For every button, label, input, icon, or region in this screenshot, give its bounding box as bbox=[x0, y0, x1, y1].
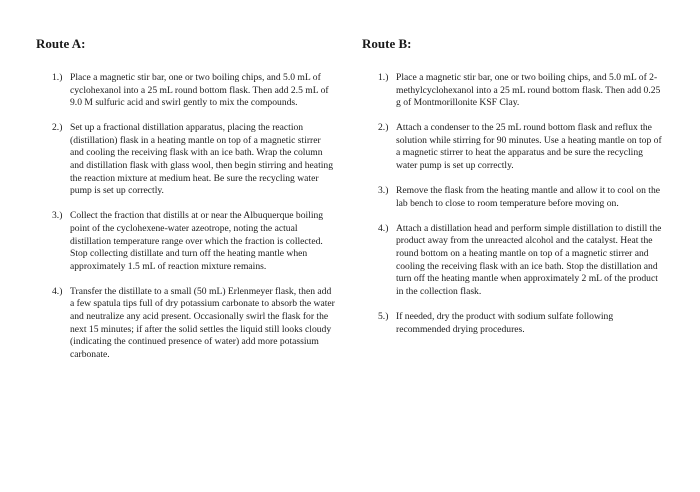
step-text: Transfer the distillate to a small (50 mL) Erlenmeyer flask, then add a few spatula tips full of dry potassium carbonate to absorb the water and neutralize any acid present. Occasionally swirl the flask for the next 15 minutes; if after the solid settles the liquid still looks cloudy (indicating the continued presence of water) add more potassium carbonate. bbox=[70, 285, 335, 360]
step-number: 1.) bbox=[378, 72, 389, 83]
route-a-step-1 bbox=[36, 72, 336, 110]
step-number: 5.) bbox=[378, 310, 389, 322]
route-b-column bbox=[362, 36, 662, 349]
step-text: Set up a fractional distillation apparatus, placing the reaction (distillation) flask in a heating mantle on top of a magnetic stirrer and cooling the receiving flask with an ice bath. Wrap the column and distillation flask with glass wool, then begin stirring and heating the reaction mixture at medium heat. Be sure the recycling water pump is set up correctly. bbox=[70, 122, 333, 197]
step-text: If needed, dry the product with sodium sulfate following recommended drying procedures. bbox=[396, 310, 614, 335]
route-a-title: Route A: bbox=[36, 36, 86, 51]
step-number: 3.) bbox=[52, 210, 63, 222]
step-text: Place a magnetic stir bar, one or two boiling chips, and 5.0 mL of 2-methylcyclohexanol into a 25 mL round bottom flask. Then add 0.25 g of Montmorillonite KSF Clay. bbox=[396, 72, 661, 109]
step-number: 2.) bbox=[52, 122, 63, 134]
route-a-step-3 bbox=[36, 210, 336, 273]
route-b-step-5 bbox=[362, 311, 662, 336]
step-text: Remove the flask from the heating mantle and allow it to cool on the lab bench to close to room temperature before moving on. bbox=[396, 185, 661, 209]
route-b-step-3 bbox=[362, 185, 662, 210]
route-a-column bbox=[36, 36, 336, 374]
route-a-step-4 bbox=[36, 286, 336, 362]
step-number: 3.) bbox=[378, 185, 389, 197]
step-number: 4.) bbox=[52, 285, 63, 297]
step-text: Attach a distillation head and perform simple distillation to distill the product away from the unreacted alcohol and the catalyst. Heat the round bottom on a heating mantle on top of a magnetic stirrer and cooling the receiving flask with an ice bath. Stop the distillation and turn off the heating mantle when approximately 2 mL of the product in the collection flask. bbox=[396, 222, 662, 297]
route-a-step-2 bbox=[36, 122, 336, 198]
route-b-title: Route B: bbox=[362, 36, 412, 51]
step-text: Attach a condenser to the 25 mL round bottom flask and reflux the solution while stirring for 90 minutes. Use a heating mantle on top of a magnetic stirrer to heat the apparatus and be sure the recycling water pump is set up correctly. bbox=[396, 122, 662, 172]
step-number: 2.) bbox=[378, 122, 389, 134]
step-number: 4.) bbox=[378, 222, 389, 234]
step-text: Collect the fraction that distills at or near the Albuquerque boiling point of the cyclohexene-water azeotrope, noting the actual distillation temperature range over which the fraction is collected. Stop collecting distillate and turn off the heating mantle when approximately 1.5 mL of reaction mixture remains. bbox=[70, 210, 324, 272]
route-b-step-1 bbox=[362, 72, 662, 110]
step-text: Place a magnetic stir bar, one or two boiling chips, and 5.0 mL of cyclohexanol into a 25 mL round bottom flask. Then add 2.5 mL of 9.0 M sulfuric acid and swirl gently to mix the compounds. bbox=[70, 72, 329, 109]
route-b-step-2 bbox=[362, 122, 662, 172]
route-b-step-4 bbox=[362, 223, 662, 299]
step-number: 1.) bbox=[52, 72, 63, 83]
